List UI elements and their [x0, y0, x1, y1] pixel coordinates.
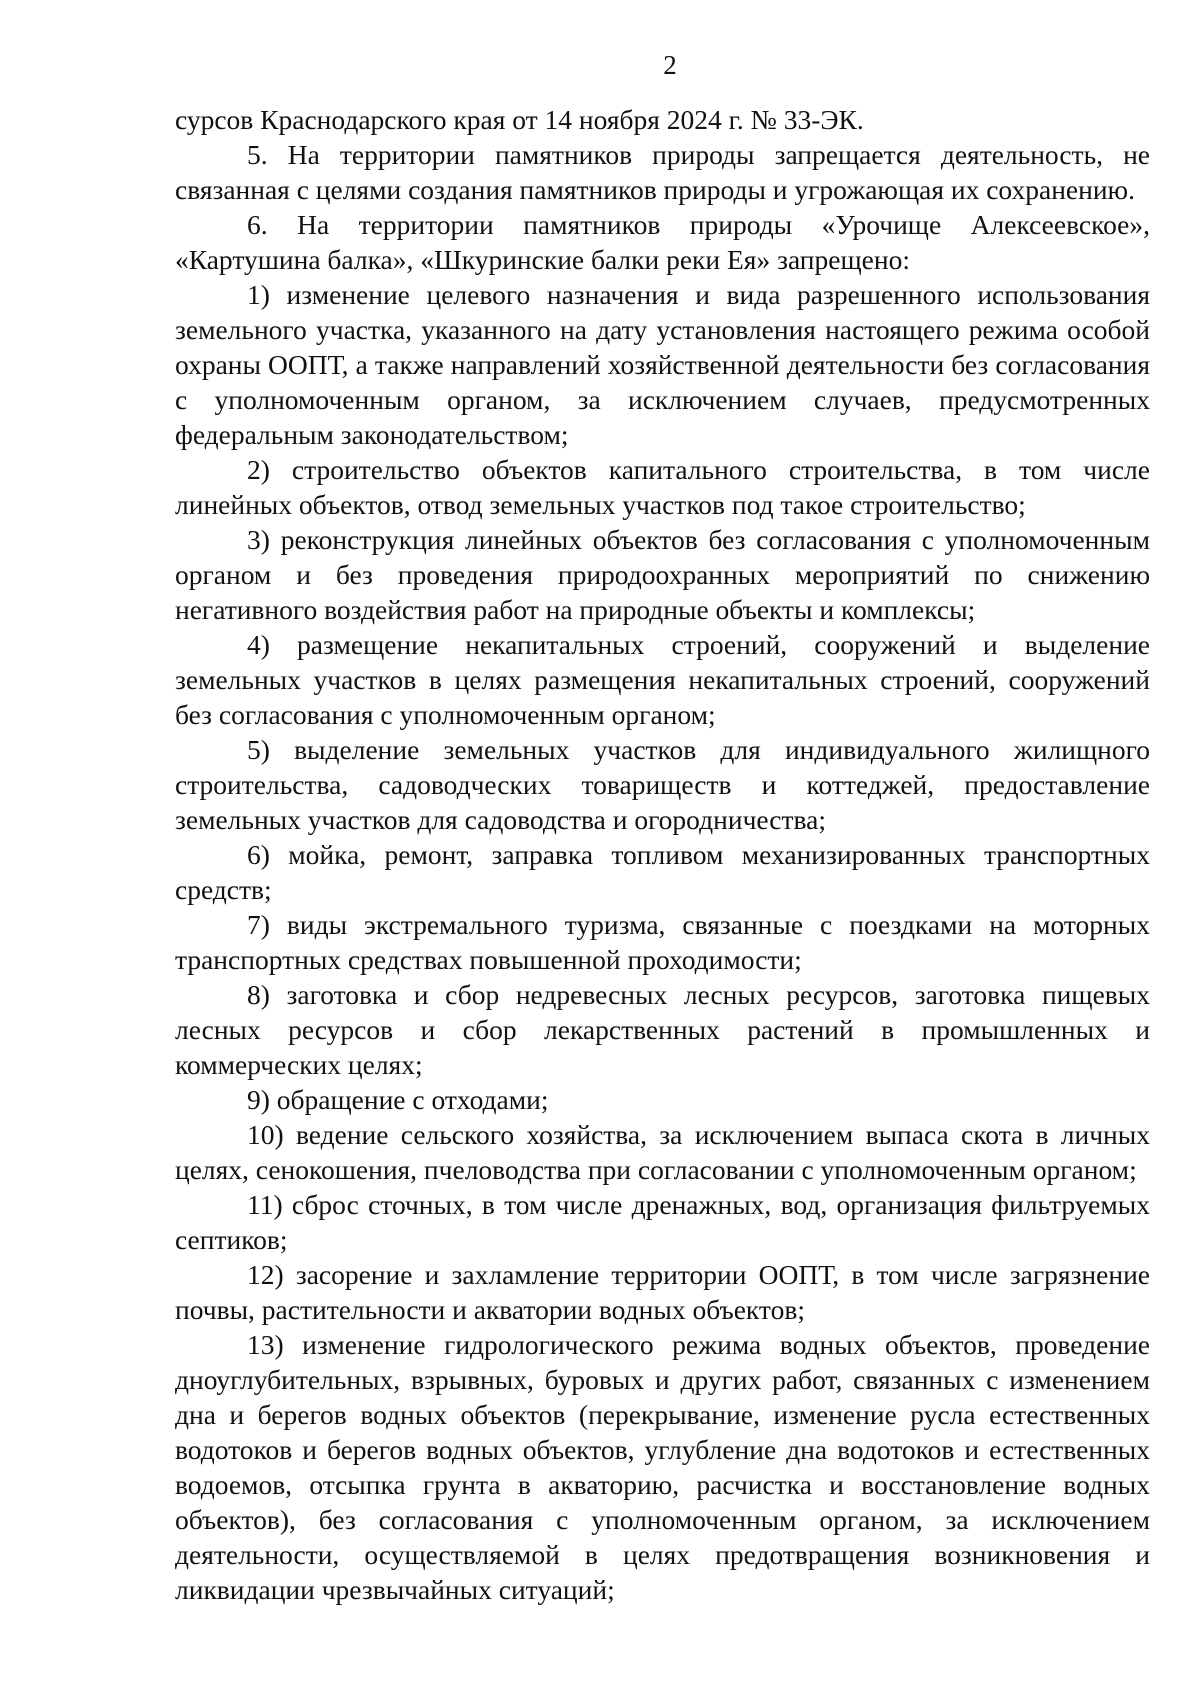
list-item: 4) размещение некапитальных строений, сооружений и выделение земельных участков в целях размещения некапитальных строений, сооружений без согласования с уполномоченным органом; — [175, 629, 1150, 730]
list-item: 13) изменение гидрологического режима водных объектов, проведение дноуглубительных, взрывных, буровых и других работ, связанных с изменением дна и берегов водных объектов (перекрывание, изменение русла естественных водотоков и берегов водных объектов, углубление дна водотоков и естественных водоемов, отсыпка грунта в акваторию, расчистка и восстановление водных объектов), без согласования с уполномоченным органом, за исключением деятельности, осуществляемой в целях предотвращения возникновения и ликвидации чрезвычайных ситуаций; — [175, 1329, 1150, 1605]
list-item: 1) изменение целевого назначения и вида разрешенного использования земельного участка, указанного на дату установления настоящего режима особой охраны ООПТ, а также направлений хозяйственной деятельности без согласования с уполномоченным органом, за исключением случаев, предусмотренных федеральным законодательством; — [175, 279, 1150, 450]
list-item: 7) виды экстремального туризма, связанные с поездками на моторных транспортных средствах повышенной проходимости; — [175, 909, 1150, 975]
paragraph-continuation: сурсов Краснодарского края от 14 ноября 2024 г. № 33-ЭК. — [175, 104, 864, 135]
list-item: 12) засорение и захламление территории ООПТ, в том числе загрязнение почвы, растительности и акватории водных объектов; — [175, 1259, 1150, 1325]
list-item: 5) выделение земельных участков для индивидуального жилищного строительства, садоводческих товариществ и коттеджей, предоставление земельных участков для садоводства и огородничества; — [175, 734, 1150, 835]
list-item: 3) реконструкция линейных объектов без согласования с уполномоченным органом и без проведения природоохранных мероприятий по снижению негативного воздействия работ на природные объекты и комплексы; — [175, 524, 1150, 625]
document-body — [175, 102, 1150, 1607]
list-item: 2) строительство объектов капитального строительства, в том числе линейных объектов, отвод земельных участков под такое строительство; — [175, 454, 1150, 520]
page-number: 2 — [663, 50, 677, 80]
paragraph-item-5: 5. На территории памятников природы запрещается деятельность, не связанная с целями создания памятников природы и угрожающая их сохранению. — [175, 139, 1150, 205]
list-item: 6) мойка, ремонт, заправка топливом механизированных транспортных средств; — [175, 839, 1150, 905]
list-item: 10) ведение сельского хозяйства, за исключением выпаса скота в личных целях, сенокошения, пчеловодства при согласовании с уполномоченным органом; — [175, 1119, 1150, 1185]
list-item: 9) обращение с отходами; — [247, 1084, 549, 1115]
paragraph-item-6: 6. На территории памятников природы «Урочище Алексеевское», «Картушина балка», «Шкуринские балки реки Ея» запрещено: — [175, 209, 1150, 275]
list-item: 11) сброс сточных, в том числе дренажных, вод, организация фильтруемых септиков; — [175, 1189, 1150, 1255]
list-item: 8) заготовка и сбор недревесных лесных ресурсов, заготовка пищевых лесных ресурсов и сбор лекарственных растений в промышленных и коммерческих целях; — [175, 979, 1150, 1080]
